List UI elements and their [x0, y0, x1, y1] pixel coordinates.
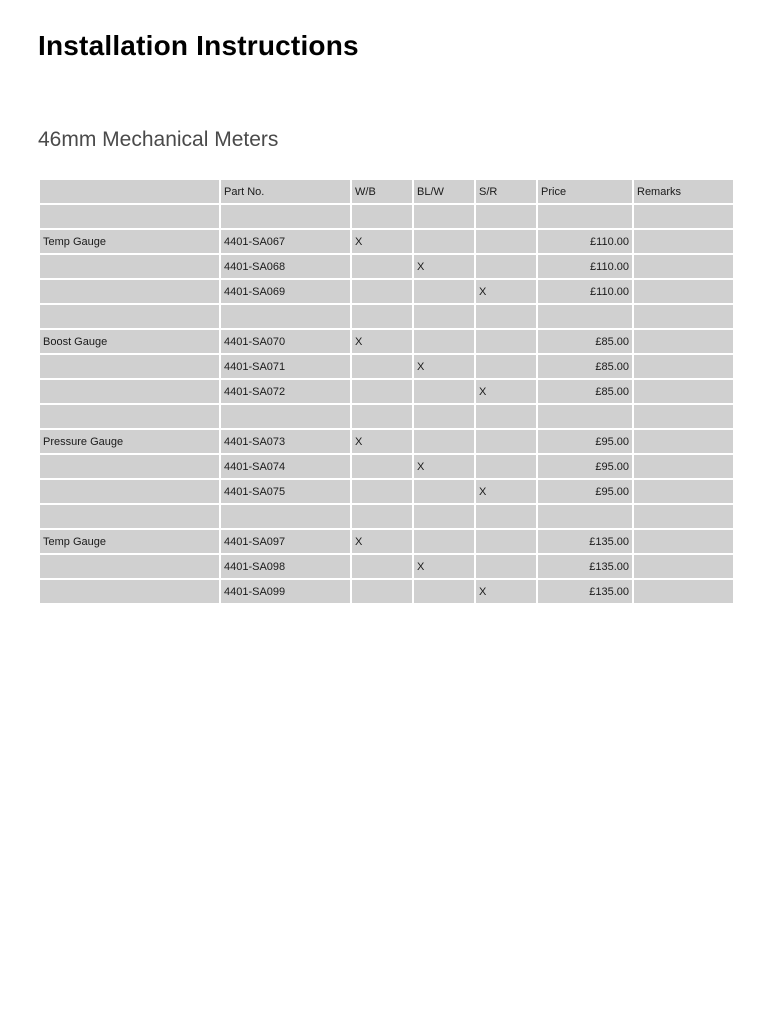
- cell-remarks: [633, 229, 734, 254]
- cell-part-no: 4401-SA099: [220, 579, 351, 604]
- cell-wb: [351, 204, 413, 229]
- header-remarks: Remarks: [633, 179, 734, 204]
- cell-remarks: [633, 329, 734, 354]
- table-row: [39, 479, 734, 504]
- cell-description: [39, 304, 220, 329]
- table-row: [39, 329, 734, 354]
- table-row: [39, 279, 734, 304]
- header-part-no: Part No.: [220, 179, 351, 204]
- cell-description: [39, 204, 220, 229]
- cell-price: £110.00: [537, 254, 633, 279]
- cell-part-no: 4401-SA070: [220, 329, 351, 354]
- cell-sr: [475, 504, 537, 529]
- cell-remarks: [633, 404, 734, 429]
- header-description: [39, 179, 220, 204]
- cell-sr: [475, 354, 537, 379]
- cell-description: [39, 479, 220, 504]
- cell-remarks: [633, 429, 734, 454]
- cell-remarks: [633, 504, 734, 529]
- cell-blw: X: [413, 454, 475, 479]
- cell-blw: [413, 579, 475, 604]
- cell-description: Temp Gauge: [39, 529, 220, 554]
- cell-description: [39, 279, 220, 304]
- cell-sr: [475, 254, 537, 279]
- cell-price: £95.00: [537, 479, 633, 504]
- cell-sr: [475, 329, 537, 354]
- cell-blw: X: [413, 354, 475, 379]
- table-header-row: [39, 179, 734, 204]
- cell-wb: [351, 379, 413, 404]
- table-row: [39, 229, 734, 254]
- cell-remarks: [633, 354, 734, 379]
- cell-price: £110.00: [537, 229, 633, 254]
- header-wb: W/B: [351, 179, 413, 204]
- cell-part-no: [220, 204, 351, 229]
- table-row: [39, 304, 734, 329]
- table-row: [39, 404, 734, 429]
- cell-remarks: [633, 529, 734, 554]
- cell-wb: [351, 254, 413, 279]
- cell-blw: X: [413, 554, 475, 579]
- table-row: [39, 429, 734, 454]
- cell-wb: [351, 479, 413, 504]
- cell-wb: [351, 354, 413, 379]
- cell-part-no: 4401-SA067: [220, 229, 351, 254]
- cell-price: £135.00: [537, 529, 633, 554]
- cell-remarks: [633, 479, 734, 504]
- cell-wb: [351, 304, 413, 329]
- cell-wb: [351, 404, 413, 429]
- cell-part-no: 4401-SA075: [220, 479, 351, 504]
- table-row: [39, 504, 734, 529]
- cell-price: £85.00: [537, 354, 633, 379]
- cell-description: Boost Gauge: [39, 329, 220, 354]
- cell-remarks: [633, 304, 734, 329]
- cell-description: [39, 379, 220, 404]
- cell-part-no: 4401-SA072: [220, 379, 351, 404]
- cell-remarks: [633, 204, 734, 229]
- cell-wb: [351, 454, 413, 479]
- cell-remarks: [633, 579, 734, 604]
- table-row: [39, 354, 734, 379]
- cell-price: £135.00: [537, 579, 633, 604]
- cell-price: £110.00: [537, 279, 633, 304]
- cell-price: £85.00: [537, 329, 633, 354]
- cell-wb: [351, 579, 413, 604]
- table-row: [39, 379, 734, 404]
- cell-sr: [475, 554, 537, 579]
- cell-wb: X: [351, 229, 413, 254]
- header-price: Price: [537, 179, 633, 204]
- table-row: [39, 579, 734, 604]
- cell-blw: [413, 529, 475, 554]
- table-row: [39, 554, 734, 579]
- cell-blw: [413, 379, 475, 404]
- cell-sr: X: [475, 279, 537, 304]
- cell-wb: [351, 554, 413, 579]
- cell-price: £95.00: [537, 429, 633, 454]
- cell-wb: [351, 279, 413, 304]
- cell-part-no: 4401-SA074: [220, 454, 351, 479]
- cell-blw: [413, 329, 475, 354]
- cell-description: [39, 404, 220, 429]
- cell-blw: [413, 229, 475, 254]
- cell-price: £95.00: [537, 454, 633, 479]
- parts-table: [38, 178, 735, 605]
- cell-remarks: [633, 554, 734, 579]
- cell-price: [537, 504, 633, 529]
- cell-blw: X: [413, 254, 475, 279]
- cell-description: [39, 354, 220, 379]
- cell-remarks: [633, 279, 734, 304]
- cell-sr: X: [475, 479, 537, 504]
- cell-part-no: [220, 304, 351, 329]
- cell-sr: [475, 404, 537, 429]
- cell-price: [537, 304, 633, 329]
- cell-description: Temp Gauge: [39, 229, 220, 254]
- cell-price: [537, 204, 633, 229]
- cell-blw: [413, 429, 475, 454]
- cell-wb: [351, 504, 413, 529]
- cell-part-no: 4401-SA097: [220, 529, 351, 554]
- cell-remarks: [633, 454, 734, 479]
- cell-description: Pressure Gauge: [39, 429, 220, 454]
- cell-sr: [475, 529, 537, 554]
- cell-blw: [413, 204, 475, 229]
- cell-part-no: [220, 404, 351, 429]
- section-title: 46mm Mechanical Meters: [38, 128, 279, 151]
- cell-wb: X: [351, 529, 413, 554]
- cell-wb: X: [351, 329, 413, 354]
- cell-price: £85.00: [537, 379, 633, 404]
- cell-remarks: [633, 254, 734, 279]
- cell-blw: [413, 479, 475, 504]
- cell-part-no: 4401-SA071: [220, 354, 351, 379]
- cell-part-no: 4401-SA068: [220, 254, 351, 279]
- table-row: [39, 254, 734, 279]
- cell-description: [39, 254, 220, 279]
- cell-description: [39, 554, 220, 579]
- cell-sr: [475, 204, 537, 229]
- cell-sr: [475, 304, 537, 329]
- cell-price: [537, 404, 633, 429]
- cell-sr: [475, 454, 537, 479]
- cell-wb: X: [351, 429, 413, 454]
- table-row: [39, 454, 734, 479]
- cell-blw: [413, 404, 475, 429]
- cell-blw: [413, 504, 475, 529]
- cell-part-no: 4401-SA098: [220, 554, 351, 579]
- page-title: Installation Instructions: [38, 30, 359, 61]
- header-sr: S/R: [475, 179, 537, 204]
- cell-description: [39, 504, 220, 529]
- cell-price: £135.00: [537, 554, 633, 579]
- cell-part-no: 4401-SA069: [220, 279, 351, 304]
- cell-description: [39, 454, 220, 479]
- cell-description: [39, 579, 220, 604]
- table-row: [39, 204, 734, 229]
- cell-remarks: [633, 379, 734, 404]
- cell-blw: [413, 279, 475, 304]
- cell-part-no: 4401-SA073: [220, 429, 351, 454]
- table-row: [39, 529, 734, 554]
- header-blw: BL/W: [413, 179, 475, 204]
- cell-sr: [475, 429, 537, 454]
- cell-sr: X: [475, 379, 537, 404]
- cell-part-no: [220, 504, 351, 529]
- cell-blw: [413, 304, 475, 329]
- cell-sr: [475, 229, 537, 254]
- cell-sr: X: [475, 579, 537, 604]
